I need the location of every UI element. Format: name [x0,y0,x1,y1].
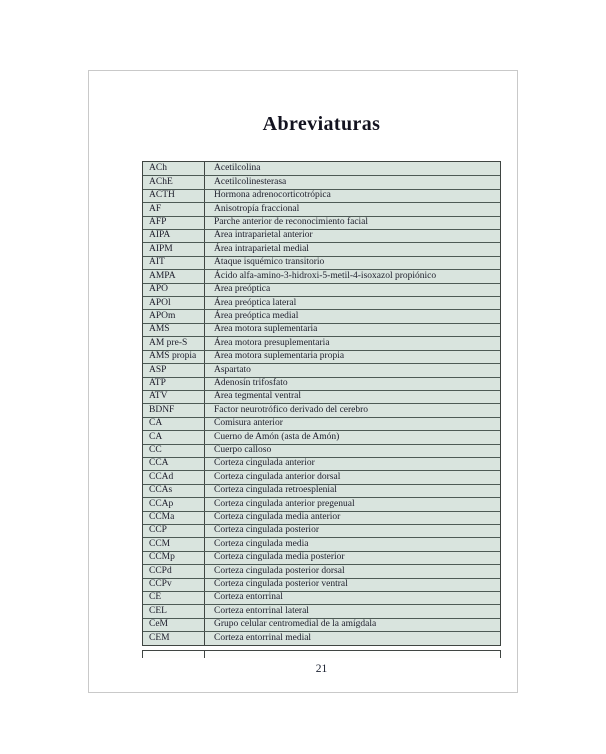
table-row [143,470,500,483]
table-row [143,229,500,242]
document-page [88,70,518,693]
meaning-cell: Corteza cingulada anterior dorsal [214,471,341,482]
meaning-cell: Anisotropía fraccional [214,203,300,214]
page-number: 21 [315,663,328,675]
abbreviation-cell: AIT [143,257,205,269]
table-row [143,417,500,430]
abbreviation-cell: AM pre-S [143,337,205,349]
table-row [143,390,500,403]
table-row [143,283,500,296]
abbreviation-cell: CCPv [143,579,205,591]
meaning-cell: Corteza cingulada retroesplenial [214,485,337,496]
table-row [143,309,500,322]
abbreviation-cell: CCAs [143,485,205,497]
abbreviation-cell: CA [143,431,205,443]
meaning-cell: Área motora presuplementaria [214,337,330,348]
clipped-row-column-divider [143,651,205,658]
meaning-cell: Área motora suplementaria propia [214,351,345,362]
meaning-cell: Corteza cingulada media posterior [214,552,345,563]
table-row [143,350,500,363]
table-row [143,256,500,269]
abbreviation-cell: CCAp [143,498,205,510]
meaning-cell: Comisura anterior [214,418,283,429]
meaning-cell: Corteza cingulada posterior dorsal [214,565,345,576]
meaning-cell: Área intraparietal medial [214,243,309,254]
meaning-cell: Hormona adrenocorticotrópica [214,190,331,201]
abbreviation-cell: APO [143,284,205,296]
meaning-cell: Grupo celular centromedial de la amígdala [214,619,377,630]
table-row [143,511,500,524]
table-row [143,578,500,591]
table-row [143,269,500,282]
abbreviation-cell: APOm [143,310,205,322]
table-row [143,189,500,202]
abbreviation-cell: CCMp [143,552,205,564]
table-row [143,242,500,255]
abbreviation-cell: CCM [143,538,205,550]
table-row [143,216,500,229]
abbreviation-cell: AFP [143,217,205,229]
abbreviation-cell: CEM [143,632,205,644]
abbreviation-cell: CE [143,592,205,604]
abbreviation-cell: CCMa [143,512,205,524]
table-row [143,175,500,188]
abbreviation-cell: CCAd [143,471,205,483]
table-row [143,323,500,336]
meaning-cell: Corteza entorrinal [214,592,283,603]
meaning-cell: Ataque isquémico transitorio [214,257,325,268]
meaning-cell: Parche anterior de reconocimiento facial [214,217,369,228]
meaning-cell: Corteza cingulada posterior [214,525,319,536]
meaning-cell: Corteza entorrinal medial [214,632,312,643]
table-row [143,296,500,309]
table-row [143,430,500,443]
table-row [143,591,500,604]
meaning-cell: Área motora suplementaria [214,324,318,335]
meaning-cell: Corteza cingulada anterior pregenual [214,498,355,509]
meaning-cell: Área tegmental ventral [214,391,302,402]
page-title: Abreviaturas [262,113,381,135]
abbreviation-cell: AF [143,203,205,215]
abbreviation-cell: CEL [143,605,205,617]
abbreviation-cell: AMPA [143,270,205,282]
abbreviation-cell: ATP [143,378,205,390]
table-row [143,403,500,416]
meaning-cell: Ácido alfa-amino-3-hidroxi-5-metil-4-isoxazol propiónico [214,270,437,281]
meaning-cell: Acetilcolina [214,162,261,173]
table-row [143,363,500,376]
abbreviation-cell: AMS [143,324,205,336]
abbreviation-cell: AMS propia [143,351,205,363]
table-row [143,618,500,631]
abbreviation-cell: CA [143,418,205,430]
table-row [143,377,500,390]
abbreviation-cell: APOl [143,297,205,309]
meaning-cell: Adenosín trifosfato [214,377,288,388]
table-row [143,537,500,550]
abbreviation-cell: ACh [143,162,205,175]
table-row [143,444,500,457]
table-row [143,564,500,577]
table-row [143,631,500,644]
abbreviation-cell: CCA [143,458,205,470]
table-row [143,551,500,564]
abbreviation-cell: AChE [143,176,205,188]
meaning-cell: Factor neurotrófico derivado del cerebro [214,404,369,415]
abbreviation-cell: CCPd [143,565,205,577]
meaning-cell: Cuerpo calloso [214,444,272,455]
meaning-cell: Área intraparietal anterior [214,230,313,241]
abbreviation-cell: ATV [143,391,205,403]
abbreviation-cell: BDNF [143,404,205,416]
meaning-cell: Área preóptica [214,284,271,295]
table-row [143,524,500,537]
meaning-cell: Corteza cingulada posterior ventral [214,579,348,590]
abbreviation-cell: AIPA [143,230,205,242]
table-row [143,202,500,215]
abbreviation-cell: ASP [143,364,205,376]
table-row-clipped [142,650,501,658]
meaning-cell: Área preóptica medial [214,310,299,321]
meaning-cell: Corteza entorrinal lateral [214,605,309,616]
meaning-cell: Aspartato [214,364,251,375]
meaning-cell: Acetilcolinesterasa [214,176,287,187]
abbreviations-table [142,161,501,646]
meaning-cell: Cuerno de Amón (asta de Amón) [214,431,340,442]
meaning-cell: Área preóptica lateral [214,297,297,308]
abbreviation-cell: CC [143,445,205,457]
meaning-cell: Corteza cingulada anterior [214,458,315,469]
abbreviation-cell: ACTH [143,190,205,202]
table-row [143,457,500,470]
table-row [143,604,500,617]
table-row [143,336,500,349]
meaning-cell: Corteza cingulada media [214,538,309,549]
abbreviation-cell: AIPM [143,243,205,255]
table-row [143,484,500,497]
meaning-cell: Corteza cingulada media anterior [214,512,341,523]
table-row [143,497,500,510]
abbreviation-cell: CCP [143,525,205,537]
table-row [143,162,500,175]
abbreviation-cell: CeM [143,619,205,631]
